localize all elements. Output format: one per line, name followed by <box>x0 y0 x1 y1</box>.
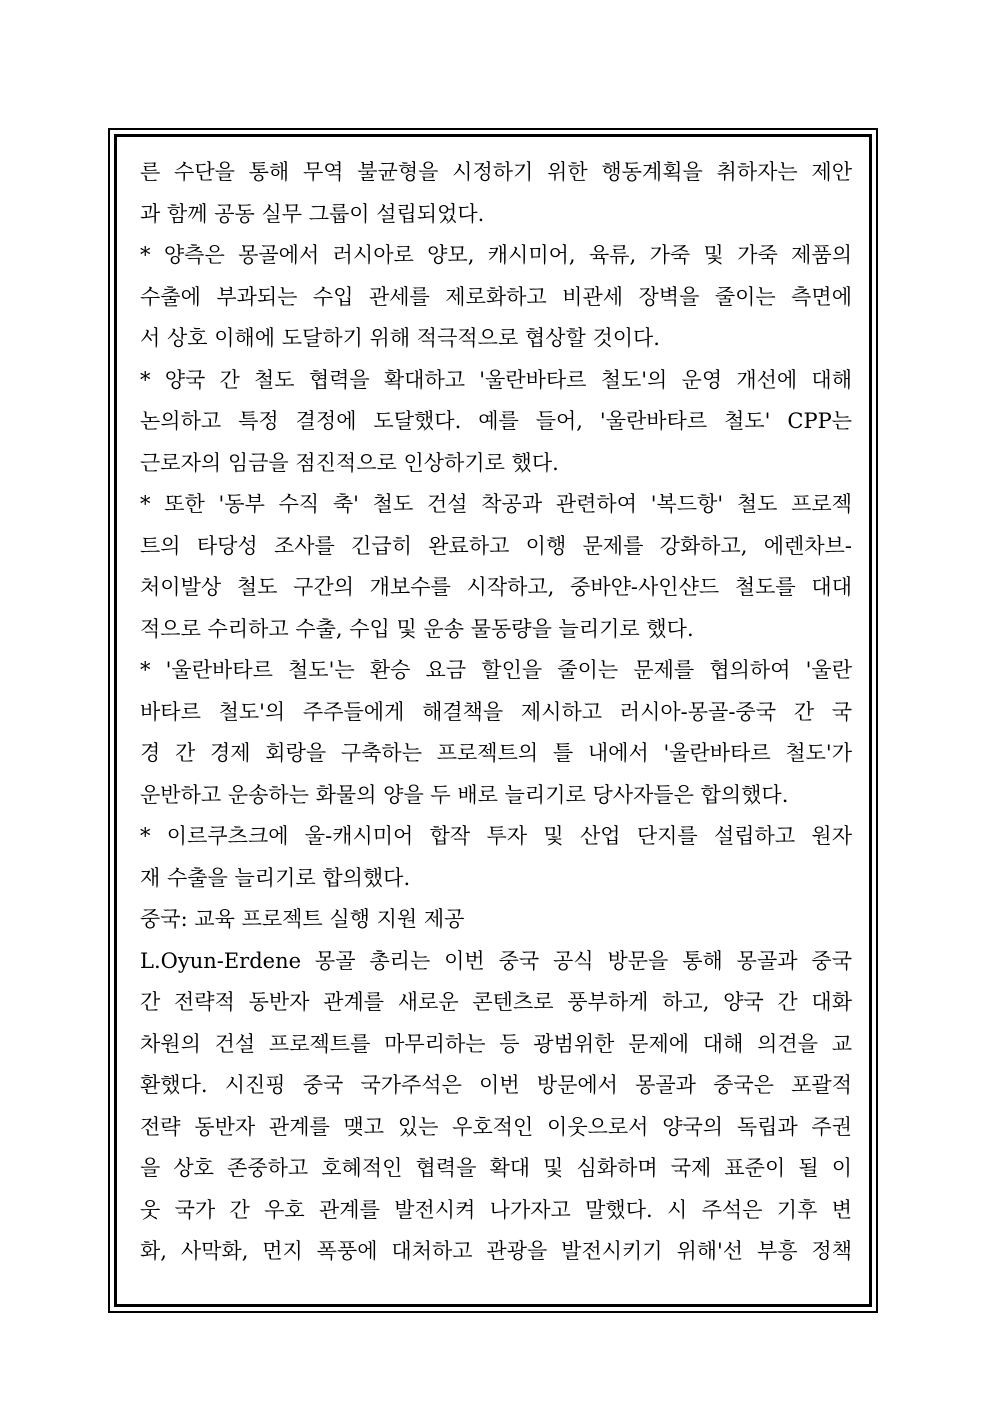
text-line: 을 상호 존중하고 호혜적인 협력을 확대 및 심화하며 국제 표준이 될 이 <box>140 1156 852 1180</box>
text-line: 환했다. 시진핑 중국 국가주석은 이번 방문에서 몽골과 중국은 포괄적 <box>140 1073 852 1097</box>
section-heading: 중국: 교육 프로젝트 실행 지원 제공 <box>140 907 465 931</box>
text-line: 과 함께 공동 실무 그룹이 설립되었다. <box>140 201 485 226</box>
text-line: L.Oyun-Erdene 몽골 총리는 이번 중국 공식 방문을 통해 몽골과 중국 <box>140 948 852 973</box>
text-line: 서 상호 이해에 도달하기 위해 적극적으로 협상할 것이다. <box>140 326 660 350</box>
text-line: 간 전략적 동반자 관계를 새로운 콘텐츠로 풍부하게 하고, 양국 간 대화 <box>140 990 852 1014</box>
text-line: 적으로 수리하고 수출, 수입 및 운송 물동량을 늘리기로 했다. <box>140 616 694 641</box>
text-line: 트의 타당성 조사를 긴급히 완료하고 이행 문제를 강화하고, 에렌차브- <box>140 533 852 558</box>
text-line: 화, 사막화, 먼지 폭풍에 대처하고 관광을 발전시키기 위해'선 부흥 정책 <box>140 1239 852 1263</box>
text-line: 웃 국가 간 우호 관계를 발전시켜 나가자고 말했다. 시 주석은 기후 변 <box>140 1197 852 1222</box>
text-line: * 또한 '동부 수직 축' 철도 건설 착공과 관련하여 '복드항' 철도 프로젝 <box>140 492 852 516</box>
text-line: * 이르쿠츠크에 울-캐시미어 합작 투자 및 산업 단지를 설립하고 원자 <box>140 824 852 848</box>
text-line: 처이발상 철도 구간의 개보수를 시작하고, 중바얀-사인샨드 철도를 대대 <box>140 575 852 599</box>
text-line: 운반하고 운송하는 화물의 양을 두 배로 늘리기로 당사자들은 합의했다. <box>140 782 789 807</box>
document-body <box>140 152 852 1273</box>
text-line: * 양측은 몽골에서 러시아로 양모, 캐시미어, 육류, 가죽 및 가죽 제품의 <box>140 243 852 267</box>
text-line: 수출에 부과되는 수입 관세를 제로화하고 비관세 장벽을 줄이는 측면에 <box>140 284 852 309</box>
text-line: 차원의 건설 프로젝트를 마무리하는 등 광범위한 문제에 대해 의견을 교 <box>140 1031 852 1056</box>
text-line: 논의하고 특정 결정에 도달했다. 예를 들어, '울란바타르 철도' CPP는 <box>140 409 852 433</box>
text-line: 른 수단을 통해 무역 불균형을 시정하기 위한 행동계획을 취하자는 제안 <box>140 160 852 184</box>
text-line: 재 수출을 늘리기로 합의했다. <box>140 865 411 890</box>
text-line: 전략 동반자 관계를 맺고 있는 우호적인 이웃으로서 양국의 독립과 주권 <box>140 1114 852 1139</box>
text-line: * 양국 간 철도 협력을 확대하고 '울란바타르 철도'의 운영 개선에 대해 <box>140 367 852 392</box>
text-line: 바타르 철도'의 주주들에게 해결책을 제시하고 러시아-몽골-중국 간 국 <box>140 699 852 724</box>
text-line: * '울란바타르 철도'는 환승 요금 할인을 줄이는 문제를 협의하여 '울란 <box>140 658 852 682</box>
text-line: 경 간 경제 회랑을 구축하는 프로젝트의 틀 내에서 '울란바타르 철도'가 <box>140 741 852 765</box>
text-line: 근로자의 임금을 점진적으로 인상하기로 했다. <box>140 450 559 475</box>
